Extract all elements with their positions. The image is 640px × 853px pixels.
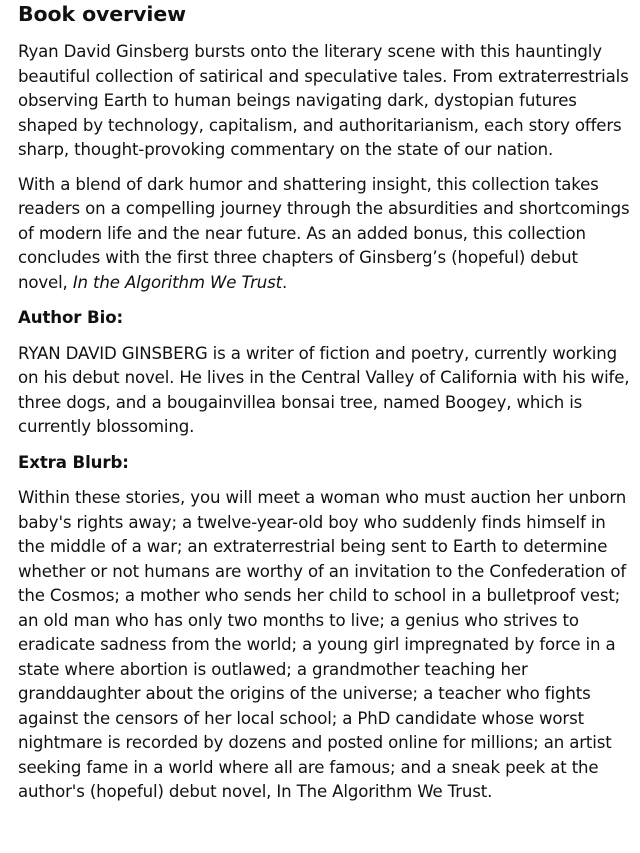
author-bio-heading: Author Bio: — [18, 308, 124, 327]
overview-paragraph-2-end: . — [282, 272, 288, 292]
overview-paragraph-2 — [18, 173, 630, 296]
spacer — [18, 295, 630, 306]
author-bio-text: RYAN DAVID GINSBERG is a writer of fiction and poetry, currently working on his debut novel. He lives in the Central Valley of California with his wife, three dogs, and a bougainvillea bonsai tree, named Boogey, which is currently blossoming. — [18, 343, 630, 436]
overview-paragraph-2-text: With a blend of dark humor and shattering insight, this collection takes readers on a compelling journey through the absurdities and shortcomings of modern life and the near future. As an added bonus, this collection concludes with the first three chapters of Ginsberg’s (hopeful) debut novel, — [18, 174, 630, 292]
spacer — [18, 28, 630, 40]
extra-blurb-text: Within these stories, you will meet a woman who must auction her unborn baby's rights away; a twelve-year-old boy who suddenly finds himself in the middle of a war; an extraterrestrial being sent to Earth to determine whether or not humans are worthy of an invitation to the Confederation of the Cosmos; a mother who sends her child to school in a bulletproof vest; an old man who has only two months to live; a genius who strives to eradicate sadness from the world; a young girl impregnated by force in a state where abortion is outlawed; a grandmother teaching her granddaughter about the origins of the universe; a teacher who fights against the censors of her local school; a PhD candidate whose worst nightmare is recorded by dozens and posted online for millions; an artist seeking fame in a world where all are famous; and a sneak peek at the author's (hopeful) debut novel, In The Algorithm We Trust. — [18, 488, 627, 801]
spacer — [18, 163, 630, 173]
book-description — [18, 0, 630, 805]
overview-paragraph-1: Ryan David Ginsberg bursts onto the literary scene with this hauntingly beautiful collection of satirical and speculative tales. From extraterrestrials observing Earth to human beings navigating dark, dystopian futures shaped by technology, capitalism, and authoritarianism, each story offers sharp, thought-provoking commentary on the state of our nation. — [18, 42, 629, 159]
extra-blurb-heading: Extra Blurb: — [18, 452, 129, 472]
spacer — [18, 440, 630, 451]
spacer — [18, 331, 630, 342]
novel-title: In the Algorithm We Trust — [72, 272, 283, 292]
book-overview-heading: Book overview — [18, 2, 186, 26]
spacer — [18, 475, 630, 486]
